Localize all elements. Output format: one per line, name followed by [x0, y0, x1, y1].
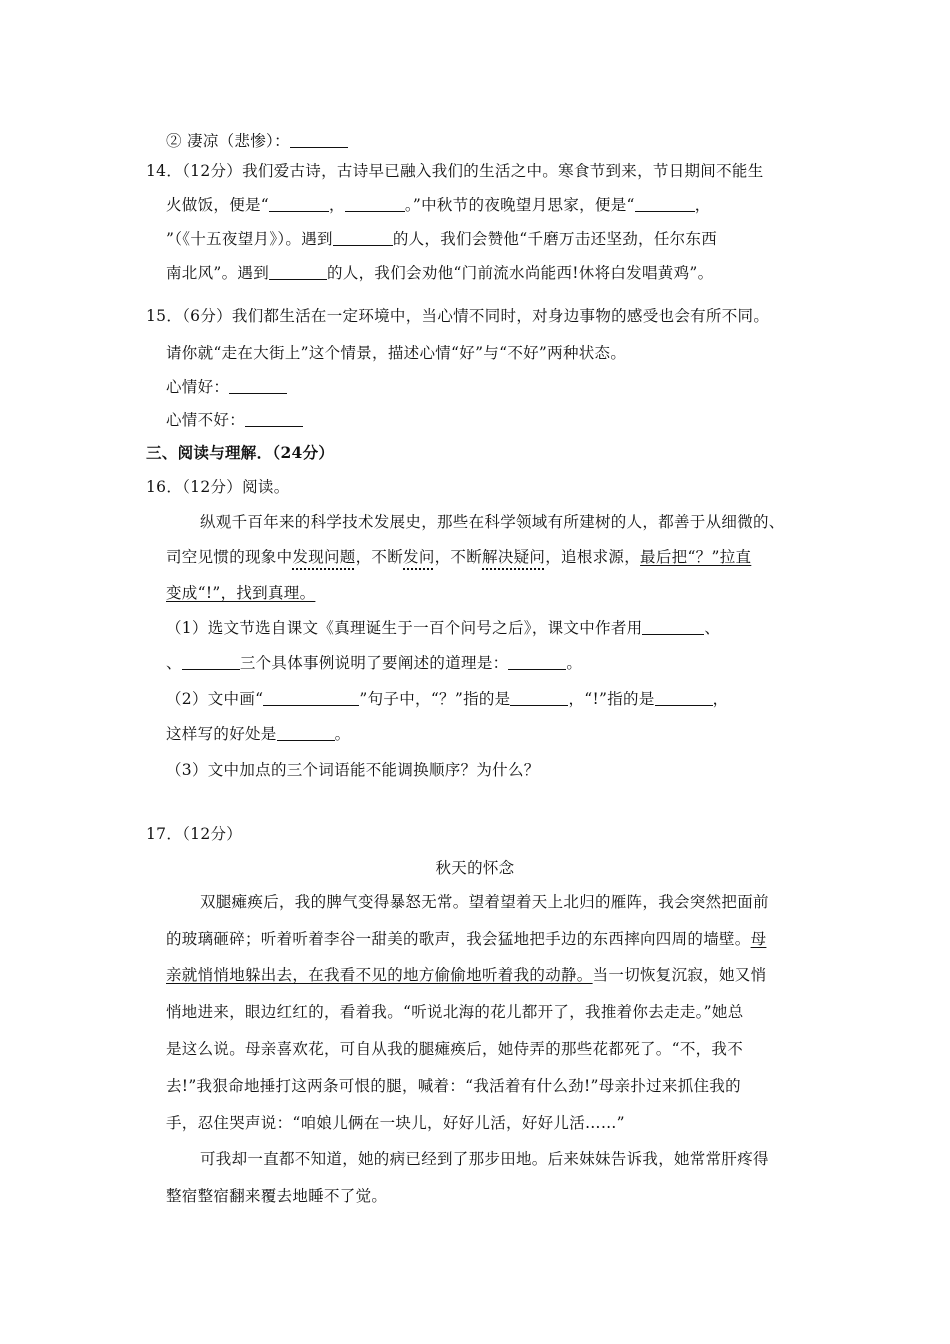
q14-text: 南北风”。遇到	[166, 264, 270, 282]
q14-text: 的人，我们会赞他“千磨万击还坚劲，任尔东西	[392, 230, 718, 248]
q14-text: 。”中秋节的夜晚望月思家，便是“	[404, 196, 635, 214]
q16-sub-2-cont	[166, 724, 350, 744]
underlined-sentence: 变成“!”，找到真理。	[166, 584, 316, 602]
q16-text: 、	[166, 654, 182, 672]
passage-title: 秋天的怀念	[435, 859, 515, 877]
q14-text: ”（《十五夜望月》）。遇到	[166, 230, 333, 248]
underlined-sentence: 最后把“？”拉直	[640, 548, 752, 566]
q14-text: ，	[694, 196, 711, 214]
answer-blank[interactable]	[510, 691, 568, 706]
answer-blank[interactable]	[642, 620, 704, 635]
q16-text: ”句子中，“？”指的是	[359, 690, 511, 708]
q14-line-4	[166, 263, 713, 283]
passage-text: ，不断	[434, 548, 483, 566]
q14-line-3	[166, 229, 717, 249]
q16-text: 、	[704, 619, 721, 637]
underlined-sentence: 亲就悄悄地躲出去，在我看不见的地方偷偷地听着我的动静。	[166, 966, 593, 984]
answer-blank[interactable]	[269, 197, 329, 212]
dotted-word: 解决疑问	[482, 548, 546, 566]
q16-text: 三个具体事例说明了要阐述的道理是：	[239, 654, 509, 672]
q13-item-2-text: ② 凄凉（悲惨）：	[166, 132, 290, 150]
q17-passage-7: 手，忍住哭声说：“咱娘儿俩在一块儿，好好儿活，好好儿活……”	[166, 1114, 625, 1132]
q16-passage-1: 纵观千百年来的科学技术发展史，那些在科学领域有所建树的人，都善于从细微的、	[200, 513, 785, 531]
q15-bad-label: 心情不好：	[166, 411, 246, 429]
q17-passage-6: 去!”我狠命地捶打这两条可恨的腿，喊着：“我活着有什么劲!”母亲扑过来抓住我的	[166, 1077, 741, 1095]
q14-line-1: 14．（12分）我们爱古诗，古诗早已融入我们的生活之中。寒食节到来，节日期间不能生	[146, 162, 764, 180]
section-heading: 三、阅读与理解．（24分）	[146, 443, 335, 462]
q14-text: 的人，我们会劝他“门前流水尚能西!休将白发唱黄鸡”。	[327, 264, 714, 282]
q16-text: ，	[712, 690, 729, 708]
q16-text: ，“!”指的是	[568, 690, 655, 708]
dotted-word: 发问	[403, 548, 435, 566]
answer-blank[interactable]	[333, 231, 393, 246]
q16-passage-3	[166, 583, 315, 603]
passage-text: ，追根求源，	[545, 548, 641, 566]
passage-text: 的玻璃砸碎；听着听着李谷一甜美的歌声，我会猛地把手边的东西摔向四周的墙壁。	[166, 930, 751, 948]
q16-text: （2）文中画“	[166, 690, 264, 708]
answer-blank[interactable]	[508, 655, 566, 670]
q14-text: 火做饭，便是“	[166, 196, 270, 214]
q16-text: （1）选文节选自课文《真理诞生于一百个问号之后》，课文中作者用	[166, 619, 643, 637]
q13-item-2	[166, 131, 348, 151]
passage-text: 司空见惯的现象中	[166, 548, 293, 566]
answer-blank[interactable]	[245, 412, 303, 427]
q17-passage-3	[166, 965, 766, 985]
answer-blank[interactable]	[182, 655, 240, 670]
q17-passage-1: 双腿瘫痪后，我的脾气变得暴怒无常。望着望着天上北归的雁阵，我会突然把面前	[200, 893, 769, 911]
dotted-word: 发现问题	[292, 548, 356, 566]
q15-line-2: 请你就“走在大街上”这个情景，描述心情“好”与“不好”两种状态。	[166, 344, 627, 362]
q17-passage-9: 整宿整宿翻来覆去地睡不了觉。	[166, 1187, 388, 1205]
q16-line-1: 16．（12分）阅读。	[146, 478, 290, 496]
q17-passage-5: 是这么说。母亲喜欢花，可自从我的腿瘫痪后，她侍弄的那些花都死了。“不，我不	[166, 1040, 744, 1058]
q16-text: 。	[566, 654, 583, 672]
q17-passage-2	[166, 929, 766, 949]
q16-text: 。	[334, 725, 351, 743]
answer-blank[interactable]	[290, 133, 348, 148]
passage-text: ，不断	[355, 548, 404, 566]
q17-passage-8: 可我却一直都不知道，她的病已经到了那步田地。后来妹妹告诉我，她常常肝疼得	[200, 1150, 769, 1168]
q16-sub-1	[166, 618, 720, 638]
answer-blank[interactable]	[655, 691, 713, 706]
q15-good-label: 心情好：	[166, 378, 230, 396]
q15-good	[166, 377, 287, 397]
q16-sub-3: （3）文中加点的三个词语能不能调换顺序？为什么？	[166, 761, 540, 779]
q14-text: ，	[329, 196, 345, 214]
answer-blank[interactable]	[635, 197, 695, 212]
answer-blank[interactable]	[345, 197, 405, 212]
q17-passage-4: 悄地进来，眼边红红的，看着我。“听说北海的花儿都开了，我推着你去走走。”她总	[166, 1003, 744, 1021]
q16-text: 这样写的好处是	[166, 725, 277, 743]
q15-line-1: 15．（6分）我们都生活在一定环境中，当心情不同时，对身边事物的感受也会有所不同。	[146, 307, 770, 325]
q17-line-1: 17．（12分）	[146, 825, 243, 843]
underlined-sentence: 母	[750, 930, 767, 948]
q16-sub-1-cont	[166, 653, 582, 673]
answer-blank[interactable]	[277, 726, 335, 741]
q14-line-2	[166, 195, 711, 215]
q16-passage-2	[166, 547, 751, 567]
answer-blank[interactable]	[263, 691, 359, 706]
passage-text: 当一切恢复沉寂，她又悄	[592, 966, 767, 984]
answer-blank[interactable]	[269, 265, 327, 280]
q15-bad	[166, 410, 303, 430]
q16-sub-2	[166, 689, 728, 709]
answer-blank[interactable]	[229, 379, 287, 394]
